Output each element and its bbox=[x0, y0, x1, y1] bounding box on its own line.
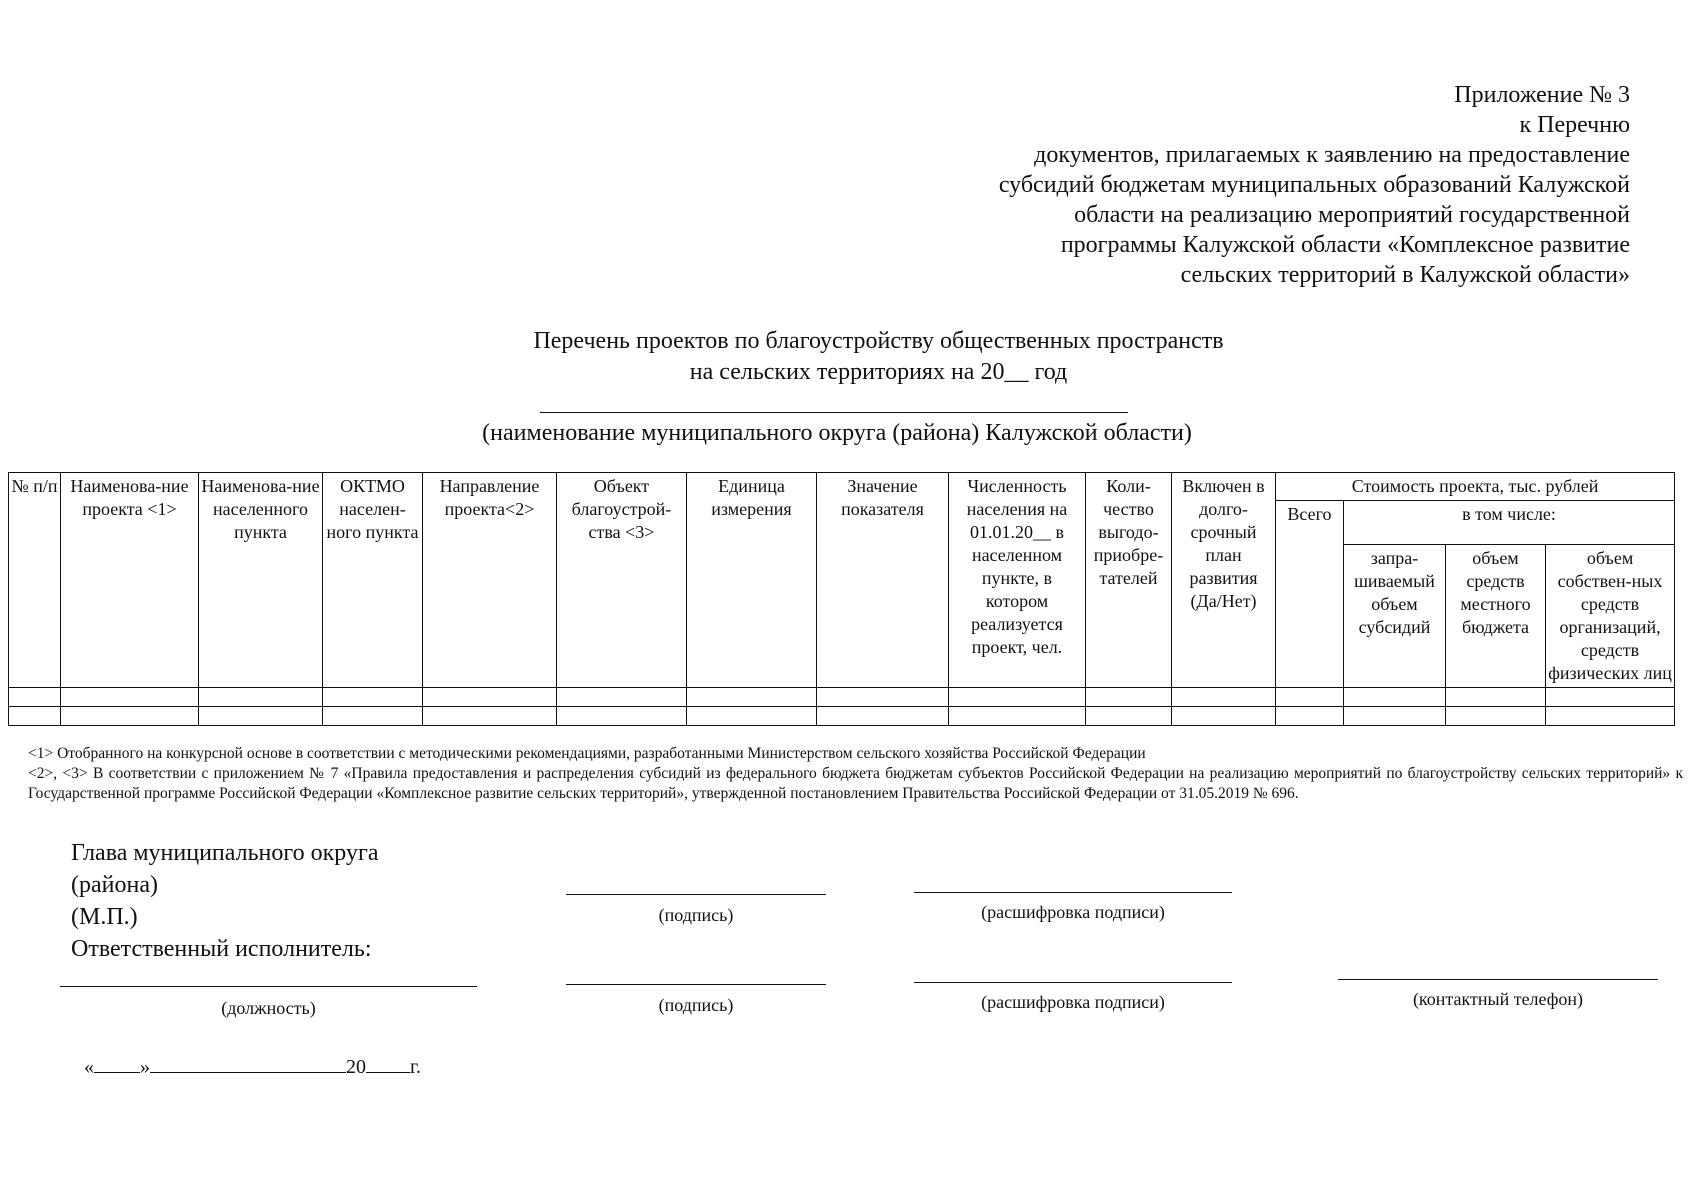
header-indicator: Значение показателя bbox=[817, 473, 949, 688]
date-open-quote: « bbox=[84, 1056, 94, 1078]
annex-line-4: субсидий бюджетам муниципальных образований Калужской bbox=[998, 172, 1630, 198]
document-title bbox=[0, 326, 1697, 388]
head-title-line-1: Глава муниципального округа bbox=[71, 840, 379, 866]
header-long-term-plan: Включен в долго-срочный план развития (Да/Нет) bbox=[1172, 473, 1276, 688]
date-year-suffix: г. bbox=[410, 1056, 421, 1078]
table-header-row-1 bbox=[9, 473, 1675, 501]
head-decoding-line bbox=[914, 892, 1232, 893]
table-row bbox=[9, 688, 1675, 707]
municipality-name-line bbox=[540, 412, 1128, 413]
title-line-2: на сельских территориях на 20__ год bbox=[689, 359, 1068, 385]
signature-block bbox=[71, 837, 379, 965]
annex-line-7: сельских территорий в Калужской области» bbox=[1180, 262, 1630, 288]
head-signature-caption: (подпись) bbox=[658, 905, 734, 925]
header-beneficiaries: Коли-чество выгодо-приобре-тателей bbox=[1086, 473, 1172, 688]
annex-header bbox=[999, 80, 1630, 290]
header-unit: Единица измерения bbox=[687, 473, 817, 688]
head-signature-line bbox=[566, 894, 826, 895]
annex-line-6: программы Калужской области «Комплексное развитие bbox=[1060, 232, 1630, 258]
annex-line-5: области на реализацию мероприятий государственной bbox=[1074, 202, 1630, 228]
date-day-blank bbox=[94, 1052, 140, 1073]
head-title-line-2: (района) bbox=[71, 872, 158, 898]
executor-position-caption: (должность) bbox=[221, 998, 316, 1018]
header-settlement: Наименова-ние населенного пункта bbox=[199, 473, 323, 688]
executor-decoding-caption: (расшифровка подписи) bbox=[981, 992, 1165, 1012]
header-own-funds: объем собствен-ных средств организаций, средств физических лиц bbox=[1546, 545, 1675, 688]
date-close-quote: » bbox=[140, 1056, 150, 1078]
annex-line-2: к Перечню bbox=[1519, 112, 1630, 138]
executor-phone-caption: (контактный телефон) bbox=[1412, 989, 1584, 1009]
seal-label: (М.П.) bbox=[71, 904, 138, 930]
footnote-1: <1> Отобранного на конкурсной основе в соответствии с методическими рекомендациями, разработанными Министерством сельского хозяйства Российской Федерации bbox=[28, 745, 1146, 762]
footnote-2: <2>, <3> В соответствии с приложением № 7 «Правила предоставления и распределения субсидий из федерального бюджета бюджетам субъектов Российской Федерации на реализацию мероприятий по благоустройству сельских территорий» к Государственной программе Российской Федерации «Комплексное развитие сельских территорий», утвержденной постановлением Правительства Российской Федерации от 31.05.2019 № 696. bbox=[28, 765, 1683, 802]
header-cost: Стоимость проекта, тыс. рублей bbox=[1276, 473, 1675, 501]
header-num: № п/п bbox=[9, 473, 61, 688]
projects-table bbox=[8, 472, 1675, 726]
date-year-prefix: 20 bbox=[346, 1056, 366, 1078]
header-including: в том числе: bbox=[1344, 501, 1675, 545]
date-month-blank bbox=[150, 1052, 346, 1073]
header-local-budget: объем средств местного бюджета bbox=[1446, 545, 1546, 688]
executor-label: Ответственный исполнитель: bbox=[71, 936, 372, 962]
executor-phone-line bbox=[1338, 979, 1658, 980]
annex-line-1: Приложение № 3 bbox=[1454, 82, 1630, 108]
header-total: Всего bbox=[1276, 501, 1344, 688]
header-direction: Направление проекта<2> bbox=[423, 473, 557, 688]
header-object: Объект благоустрой-ства <3> bbox=[557, 473, 687, 688]
footnotes bbox=[28, 744, 1683, 804]
head-decoding-caption: (расшифровка подписи) bbox=[981, 902, 1165, 922]
header-subsidy: запра-шиваемый объем субсидий bbox=[1344, 545, 1446, 688]
annex-line-3: документов, прилагаемых к заявлению на предоставление bbox=[1034, 142, 1630, 168]
municipality-name-caption: (наименование муниципального округа (района) Калужской области) bbox=[482, 420, 1192, 446]
executor-position-line bbox=[60, 986, 477, 987]
date-line bbox=[84, 1052, 421, 1079]
title-line-1: Перечень проектов по благоустройству общественных пространств bbox=[533, 328, 1224, 354]
executor-signature-caption: (подпись) bbox=[658, 995, 734, 1015]
header-oktmo: ОКТМО населен-ного пункта bbox=[323, 473, 423, 688]
table-row bbox=[9, 707, 1675, 726]
executor-signature-line bbox=[566, 984, 826, 985]
header-population: Численность населения на 01.01.20__ в населенном пункте, в котором реализуется проект, чел. bbox=[949, 473, 1086, 688]
header-project-name: Наименова-ние проекта <1> bbox=[61, 473, 199, 688]
date-year-blank bbox=[366, 1052, 410, 1073]
executor-decoding-line bbox=[914, 982, 1232, 983]
